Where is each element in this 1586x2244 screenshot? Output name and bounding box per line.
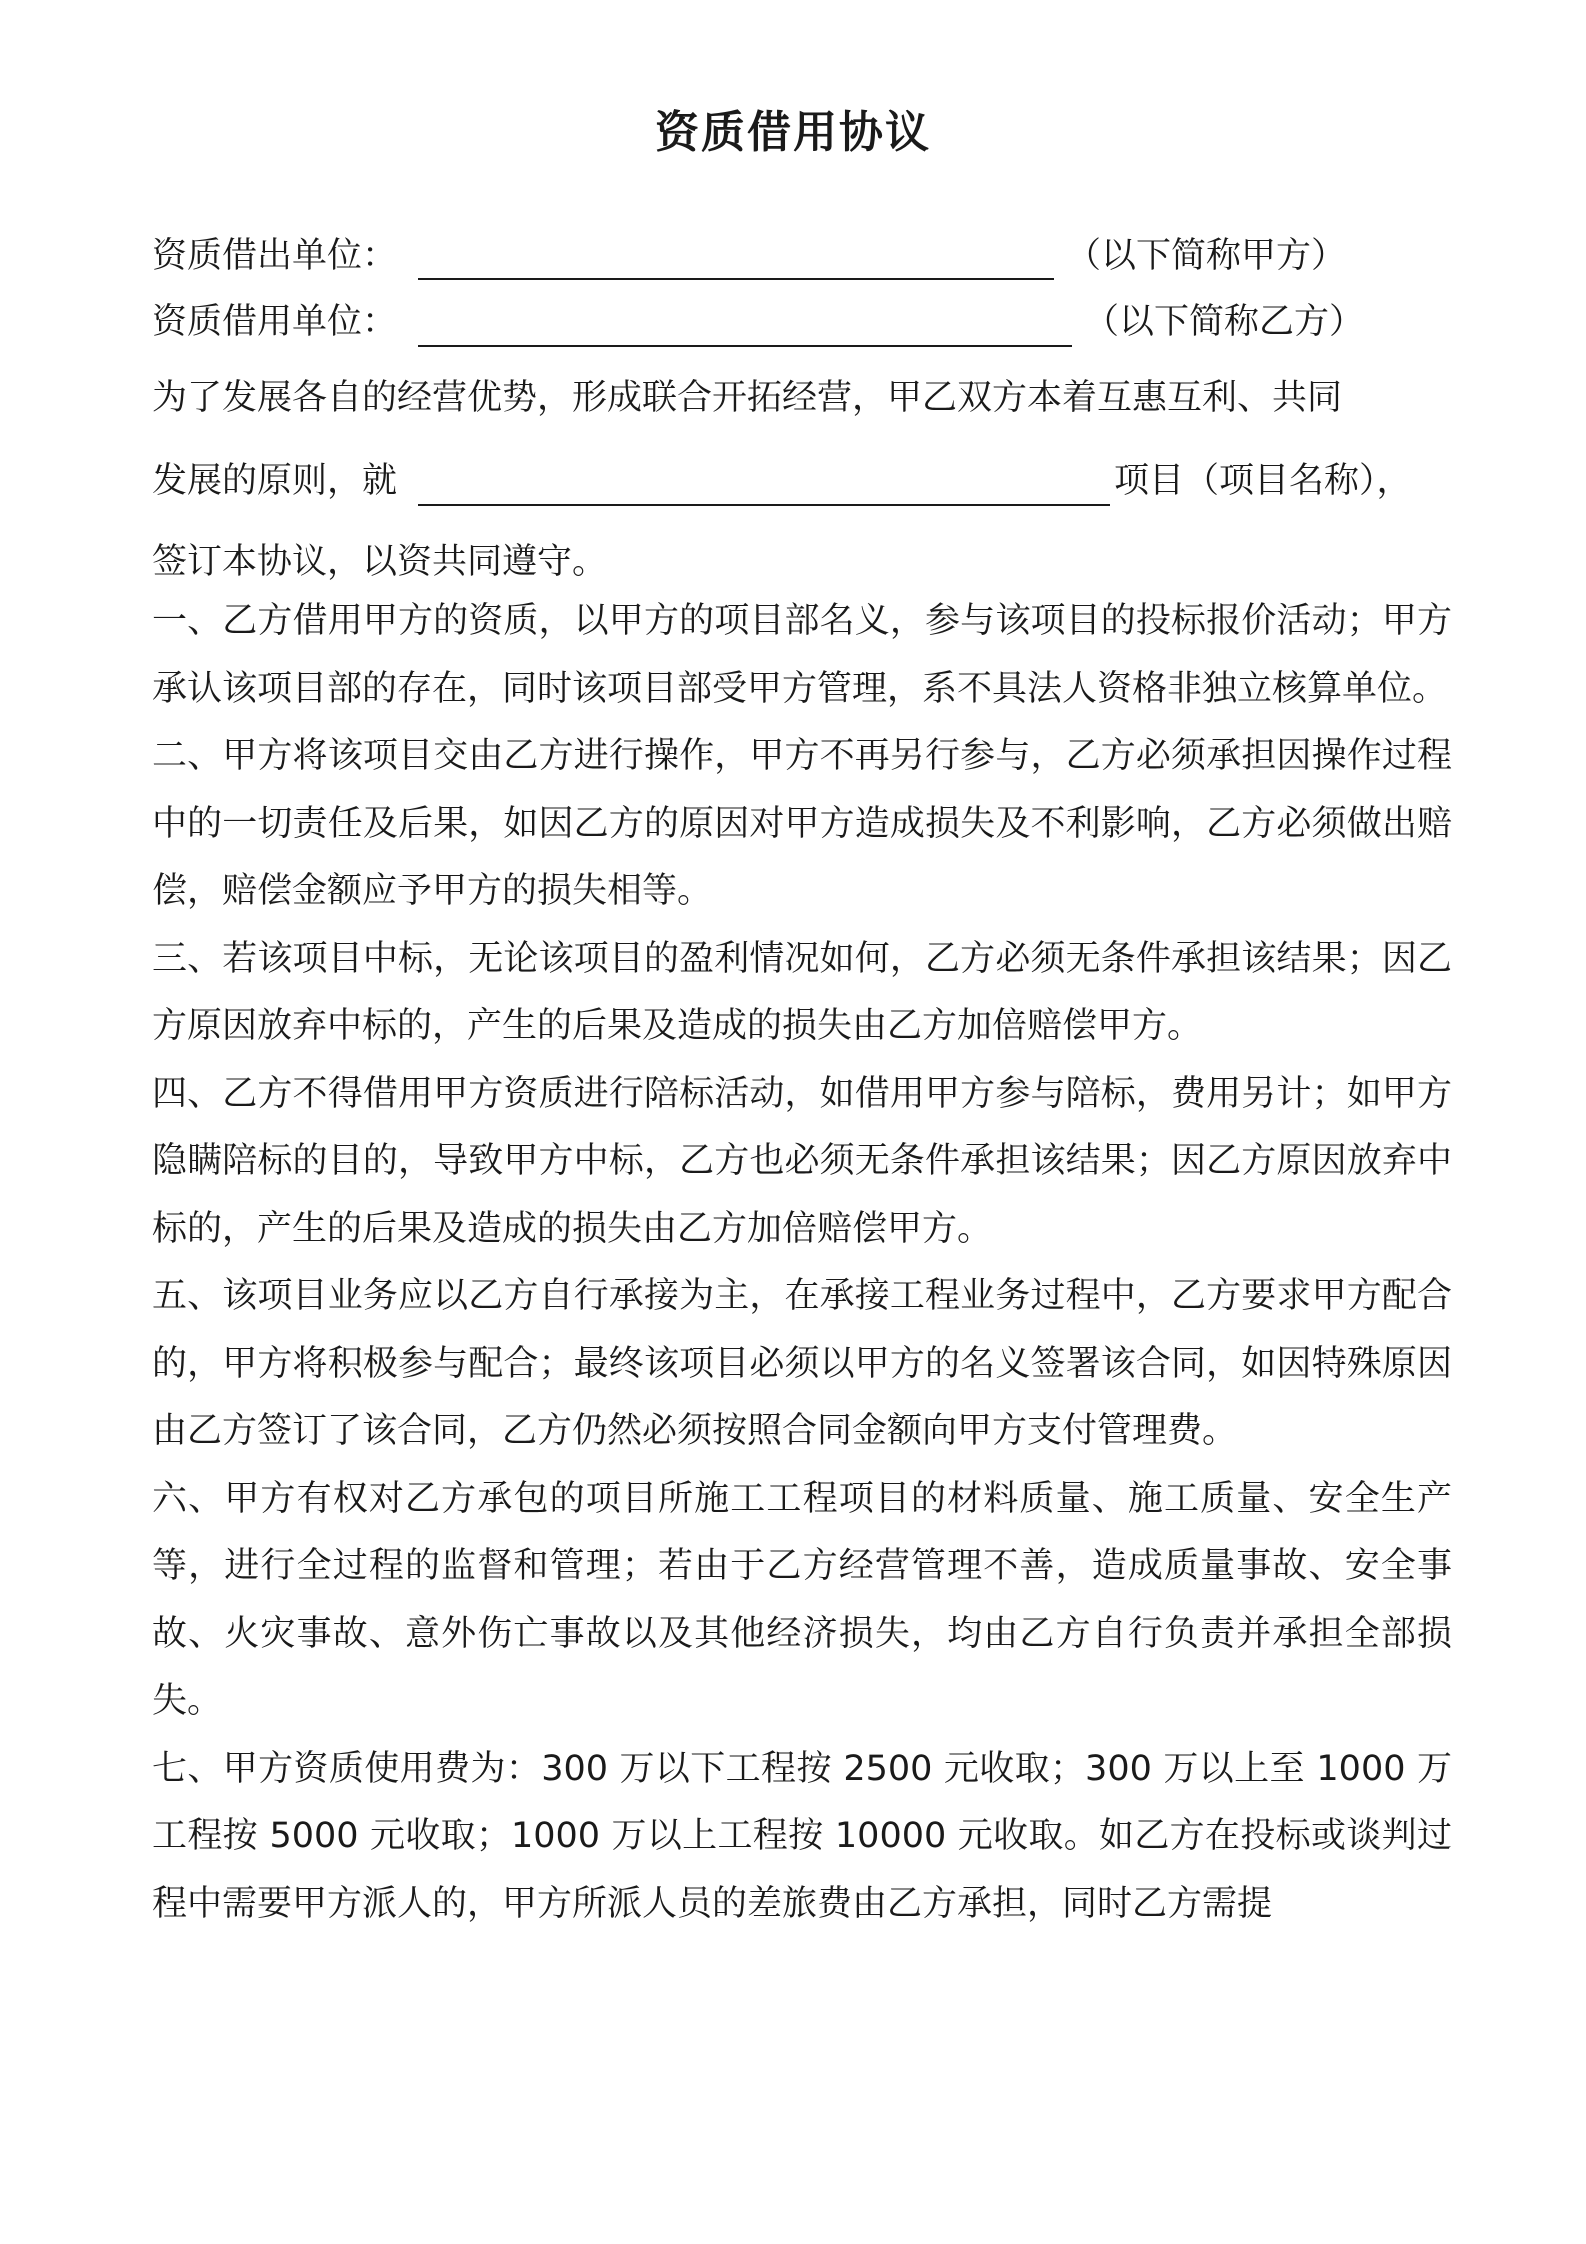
lender-label: 资质借出单位： xyxy=(152,236,398,276)
clauses xyxy=(152,588,1452,1938)
document-title: 资质借用协议 xyxy=(655,107,931,158)
project-name-blank-line[interactable] xyxy=(418,504,1110,506)
clause-1: 一、乙方借用甲方的资质，以甲方的项目部名义，参与该项目的投标报价活动；甲方承认该项目部的存在，同时该项目部受甲方管理，系不具法人资格非独立核算单位。 xyxy=(152,601,1452,709)
intro-line-2-suffix: 项目（项目名称）， xyxy=(1114,461,1412,501)
borrower-label: 资质借用单位： xyxy=(152,302,398,342)
clause-7: 七、甲方资质使用费为：300 万以下工程按 2500 元收取；300 万以上至 1000 万工程按 5000 元收取；1000 万以上工程按 10000 元收取。如乙方在投标或谈判过程中需要甲方派人的，甲方所派人员的差旅费由乙方承担，同时乙方需提 xyxy=(152,1748,1452,1924)
intro-line-3: 签订本协议，以资共同遵守。 xyxy=(152,542,608,582)
borrower-blank-line[interactable] xyxy=(418,345,1072,347)
borrower-suffix: （以下简称乙方） xyxy=(1084,302,1365,342)
clause-4: 四、乙方不得借用甲方资质进行陪标活动，如借用甲方参与陪标，费用另计；如甲方隐瞒陪标的目的，导致甲方中标，乙方也必须无条件承担该结果；因乙方原因放弃中标的，产生的后果及造成的损失由乙方加倍赔偿甲方。 xyxy=(152,1073,1452,1249)
clause-6: 六、甲方有权对乙方承包的项目所施工工程项目的材料质量、施工质量、安全生产等，进行全过程的监督和管理；若由于乙方经营管理不善，造成质量事故、安全事故、火灾事故、意外伤亡事故以及其他经济损失，均由乙方自行负责并承担全部损失。 xyxy=(152,1478,1452,1721)
intro-line-1: 为了发展各自的经营优势，形成联合开拓经营，甲乙双方本着互惠互利、共同 xyxy=(152,378,1343,418)
lender-suffix: （以下简称甲方） xyxy=(1066,236,1347,276)
clause-3: 三、若该项目中标，无论该项目的盈利情况如何，乙方必须无条件承担该结果；因乙方原因放弃中标的，产生的后果及造成的损失由乙方加倍赔偿甲方。 xyxy=(152,938,1452,1046)
clause-5: 五、该项目业务应以乙方自行承接为主，在承接工程业务过程中，乙方要求甲方配合的，甲方将积极参与配合；最终该项目必须以甲方的名义签署该合同，如因特殊原因由乙方签订了该合同，乙方仍然必须按照合同金额向甲方支付管理费。 xyxy=(152,1276,1452,1451)
intro-line-2-prefix: 发展的原则，就 xyxy=(152,461,398,501)
lender-blank-line[interactable] xyxy=(418,278,1054,280)
clause-2: 二、甲方将该项目交由乙方进行操作，甲方不再另行参与，乙方必须承担因操作过程中的一切责任及后果，如因乙方的原因对甲方造成损失及不利影响，乙方必须做出赔偿，赔偿金额应予甲方的损失相等。 xyxy=(152,736,1452,911)
